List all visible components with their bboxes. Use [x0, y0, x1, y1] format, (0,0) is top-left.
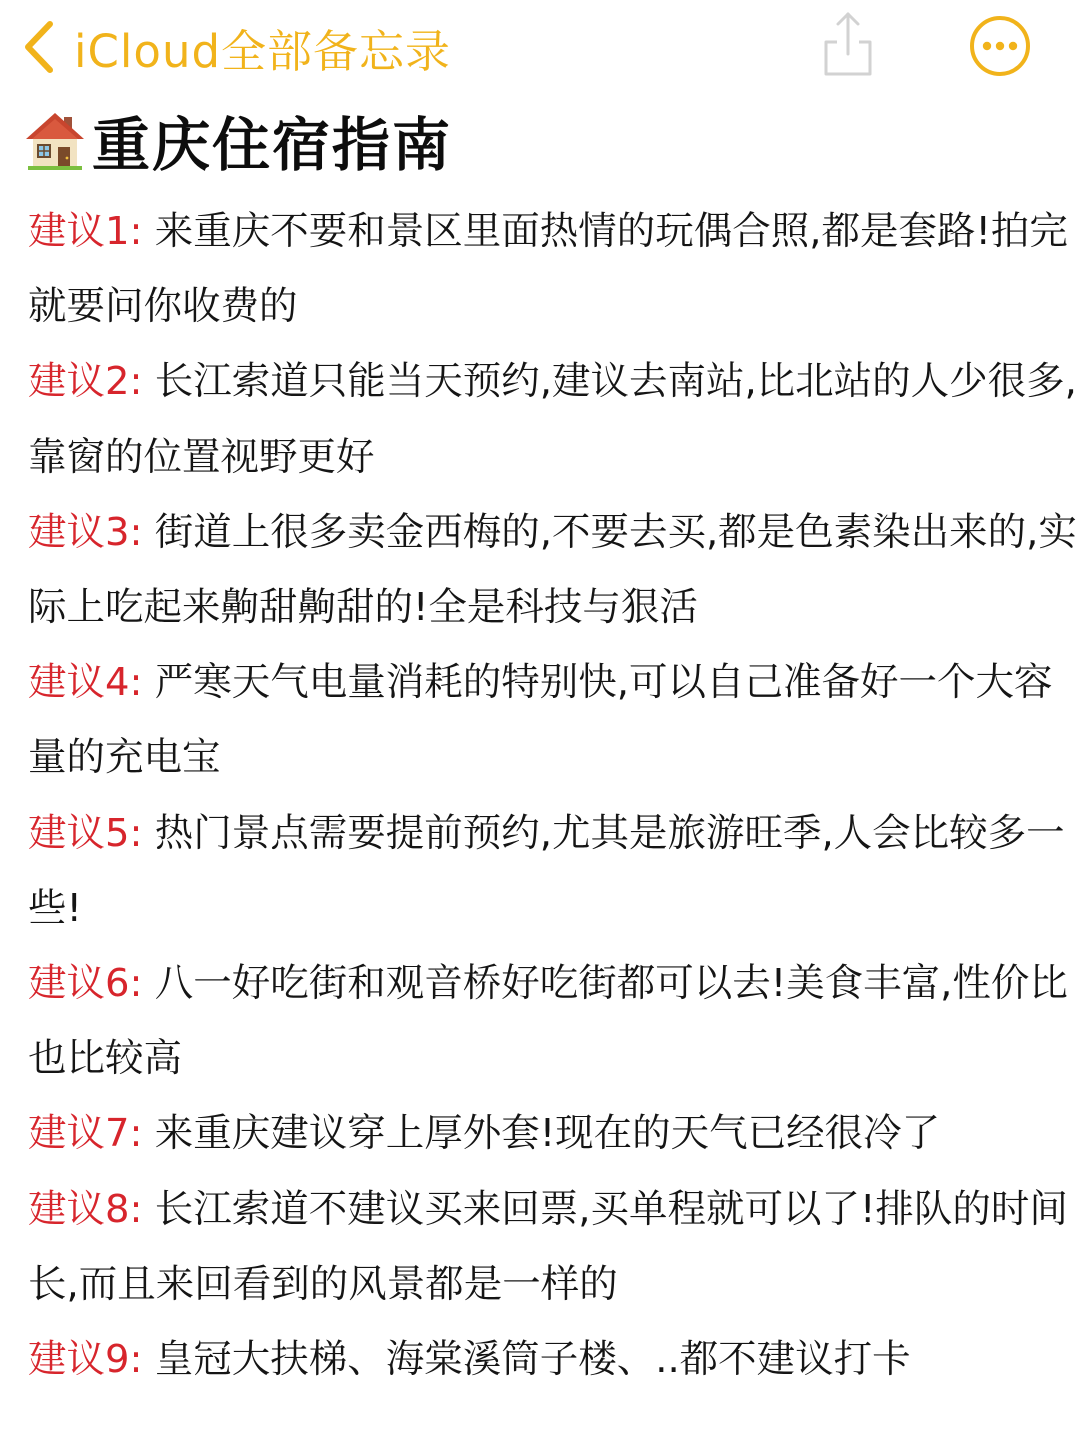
share-button[interactable] — [818, 8, 878, 80]
tip-label: 建议5: — [28, 810, 143, 856]
back-button[interactable] — [22, 14, 451, 80]
tip-text: 来重庆建议穿上厚外套!现在的天气已经很冷了 — [142, 1111, 941, 1157]
share-icon — [818, 8, 878, 80]
tip-label: 建议6: — [28, 961, 143, 1007]
tip-item — [24, 194, 1080, 344]
tip-item — [24, 946, 1080, 1096]
tip-label: 建议8: — [28, 1186, 143, 1232]
tip-label: 建议2: — [28, 359, 143, 405]
tip-item — [24, 495, 1080, 645]
back-label: iCloud全部备忘录 — [74, 24, 452, 78]
nav-bar — [0, 0, 1080, 92]
tip-item — [24, 796, 1080, 946]
tip-item — [24, 1172, 1080, 1322]
tip-text: 热门景点需要提前预约,尤其是旅游旺季,人会比较多一些! — [28, 810, 1065, 931]
tip-text: 八一好吃街和观音桥好吃街都可以去!美食丰富,性价比也比较高 — [28, 961, 1068, 1082]
tip-text: 严寒天气电量消耗的特别快,可以自己准备好一个大容量的充电宝 — [28, 660, 1053, 781]
chevron-left-icon — [22, 20, 56, 74]
tip-text: 皇冠大扶梯、海棠溪筒子楼、..都不建议打卡 — [142, 1337, 911, 1383]
tip-text: 长江索道不建议买来回票,买单程就可以了!排队的时间长,而且来回看到的风景都是一样的 — [28, 1186, 1068, 1307]
tip-label: 建议1: — [28, 209, 143, 254]
tip-item — [24, 1096, 1080, 1171]
more-ellipsis-icon — [968, 14, 1032, 78]
tip-label: 建议9: — [28, 1337, 143, 1383]
more-button[interactable] — [968, 14, 1032, 78]
note-title-row — [24, 100, 452, 180]
tip-label: 建议3: — [28, 509, 143, 555]
tip-item — [24, 645, 1080, 795]
tip-label: 建议7: — [28, 1111, 143, 1157]
tip-text: 长江索道只能当天预约,建议去南站,比北站的人少很多,靠窗的位置视野更好 — [28, 359, 1077, 480]
house-icon — [24, 109, 86, 171]
tip-item — [24, 344, 1080, 494]
tip-text: 来重庆不要和景区里面热情的玩偶合照,都是套路!拍完就要问你收费的 — [28, 209, 1068, 330]
tip-item — [24, 1322, 1080, 1397]
tip-text: 街道上很多卖金西梅的,不要去买,都是色素染出来的,实际上吃起来齁甜齁甜的!全是科技与狠活 — [28, 509, 1077, 631]
tip-label: 建议4: — [28, 660, 143, 706]
note-body[interactable] — [24, 194, 1080, 1397]
note-title: 重庆住宿指南 — [92, 111, 453, 179]
